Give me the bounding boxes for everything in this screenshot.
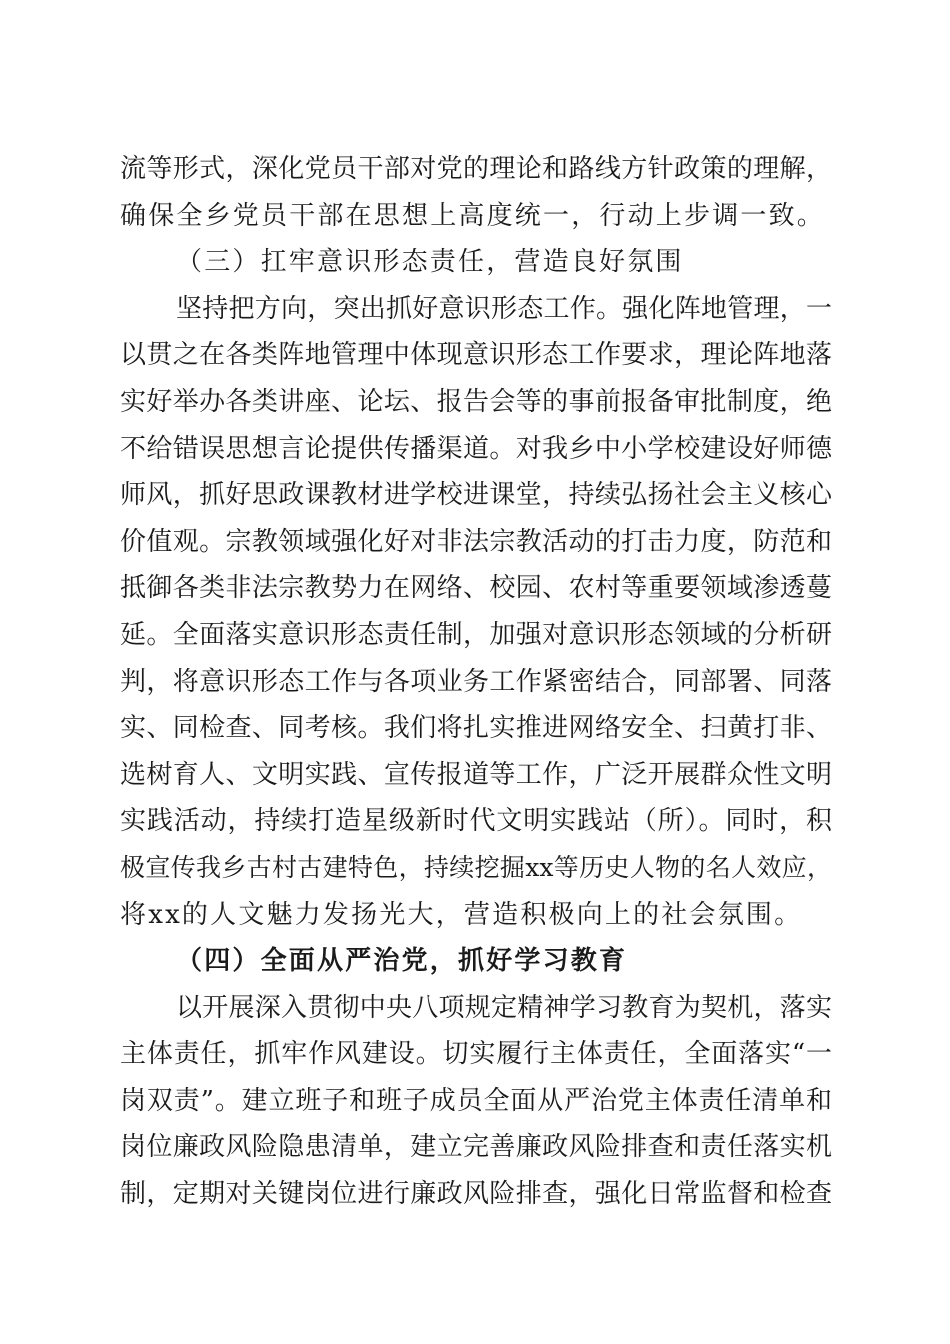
paragraph-line: 确保全乡党员干部在思想上高度统一，行动上步调一致。	[120, 200, 826, 231]
paragraph-line: 价值观。宗教领域强化好对非法宗教活动的打击力度，防范和	[120, 526, 832, 557]
section-heading: （四）全面从严治党，抓好学习教育	[176, 946, 628, 977]
paragraph-line: 岗位廉政风险隐患清单，建立完善廉政风险排查和责任落实机	[120, 1132, 832, 1163]
paragraph-line: 极宣传我乡古村古建特色，持续挖掘xx等历史人物的名人效应，	[120, 852, 832, 882]
paragraph-line: 延。全面落实意识形态责任制，加强对意识形态领域的分析研	[120, 619, 832, 650]
paragraph-line: 实好举办各类讲座、论坛、报告会等的事前报备审批制度，绝	[120, 386, 832, 417]
paragraph-line: 实、同检查、同考核。我们将扎实推进网络安全、扫黄打非、	[120, 713, 832, 744]
paragraph-line: 判，将意识形态工作与各项业务工作紧密结合，同部署、同落	[120, 666, 832, 697]
document-body	[120, 146, 832, 1218]
paragraph-line: 选树育人、文明实践、宣传报道等工作，广泛开展群众性文明	[120, 759, 832, 790]
section-heading: （三）扛牢意识形态责任，营造良好氛围	[176, 247, 684, 278]
paragraph-line: 不给错误思想言论提供传播渠道。对我乡中小学校建设好师德	[120, 433, 832, 464]
paragraph-line: 坚持把方向，突出抓好意识形态工作。强化阵地管理，一	[176, 293, 832, 324]
paragraph-line: 以贯之在各类阵地管理中体现意识形态工作要求，理论阵地落	[120, 340, 832, 371]
paragraph-line: 岗双责”。建立班子和班子成员全面从严治党主体责任清单和	[120, 1085, 832, 1116]
paragraph-line: 实践活动，持续打造星级新时代文明实践站（所）。同时，积	[120, 806, 832, 837]
paragraph-line: 流等形式，深化党员干部对党的理论和路线方针政策的理解，	[120, 154, 832, 184]
paragraph-line: 制，定期对关键岗位进行廉政风险排查，强化日常监督和检查	[120, 1179, 832, 1210]
paragraph-line: 师风，抓好思政课教材进学校进课堂，持续弘扬社会主义核心	[120, 480, 832, 511]
paragraph-line: 抵御各类非法宗教势力在网络、校园、农村等重要领域渗透蔓	[120, 573, 832, 604]
paragraph-line: 以开展深入贯彻中央八项规定精神学习教育为契机，落实	[176, 992, 832, 1023]
paragraph-line: 主体责任，抓牢作风建设。切实履行主体责任，全面落实“一	[120, 1039, 832, 1070]
paragraph-line: 将xx的人文魅力发扬光大，营造积极向上的社会氛围。	[120, 899, 803, 930]
